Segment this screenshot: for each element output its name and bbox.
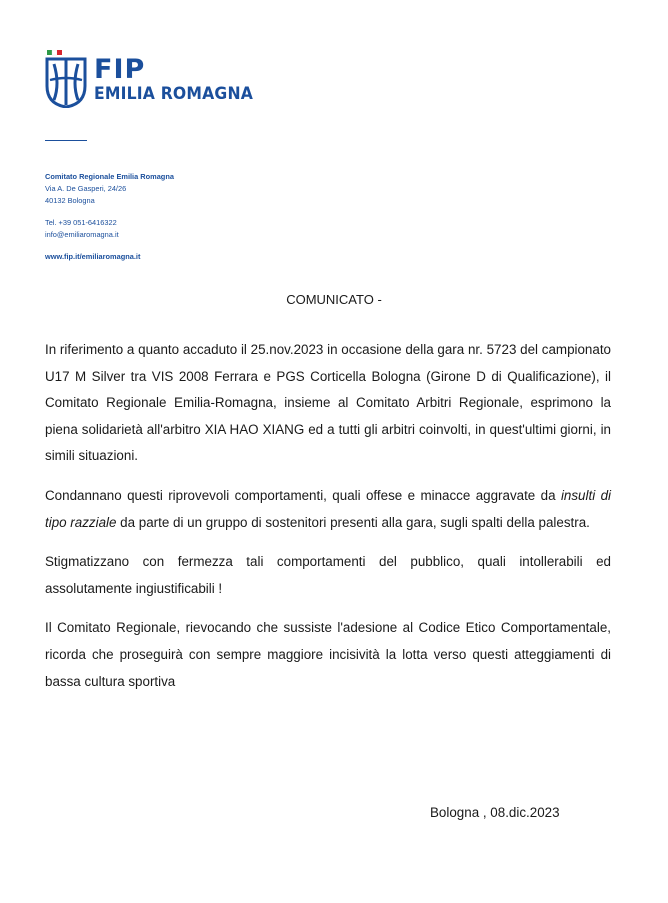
address-line-2: 40132 Bologna (45, 196, 95, 205)
email-address[interactable]: info@emiliaromagna.it (45, 230, 119, 239)
address-line-1: Via A. De Gasperi, 24/26 (45, 184, 127, 193)
paragraph-2-italic: insulti di tipo razziale (45, 487, 611, 530)
place-and-date: Bologna , 08.dic.2023 (430, 805, 560, 820)
header-divider (45, 140, 87, 141)
fip-emblem-icon (44, 50, 88, 108)
document-body (45, 337, 611, 708)
website-link[interactable]: www.fip.it/emiliaromagna.it (45, 252, 141, 261)
paragraph-2-end: da parte di un gruppo di sostenitori presenti alla gara, sugli spalti della palestra. (116, 514, 590, 530)
logo-brand-text: FIP (94, 54, 146, 85)
contact-block (45, 171, 174, 263)
logo-region-text: EMILIA ROMAGNA (94, 84, 254, 104)
paragraph-4: Il Comitato Regionale, rievocando che sussiste l'adesione al Codice Etico Comportamentale, ricorda che proseguirà con sempre maggiore incisività la lotta verso questi atteggiamenti di bassa cultura sportiva (45, 620, 611, 689)
document-title: COMUNICATO - (286, 292, 382, 307)
phone-number: Tel. +39 051-6416322 (45, 218, 117, 227)
paragraph-3: Stigmatizzano con fermezza tali comportamenti del pubblico, quali intollerabili ed assolutamente ingiustificabili ! (45, 554, 611, 596)
organization-name: Comitato Regionale Emilia Romagna (45, 172, 174, 181)
paragraph-2-start: Condannano questi riprovevoli comportamenti, quali offese e minacce aggravate da (45, 487, 561, 503)
paragraph-1: In riferimento a quanto accaduto il 25.nov.2023 in occasione della gara nr. 5723 del campionato U17 M Silver tra VIS 2008 Ferrara e PGS Corticella Bologna (Girone D di Qualificazione), il Comitato Regionale Emilia-Romagna, insieme al Comitato Arbitri Regionale, esprimono la piena solidarietà all'arbitro XIA HAO XIANG ed a tutti gli arbitri coinvolti, in quest'ultimi giorni, in simili situazioni. (45, 342, 611, 464)
paragraph-2 (45, 483, 611, 536)
fip-logo (44, 50, 267, 108)
